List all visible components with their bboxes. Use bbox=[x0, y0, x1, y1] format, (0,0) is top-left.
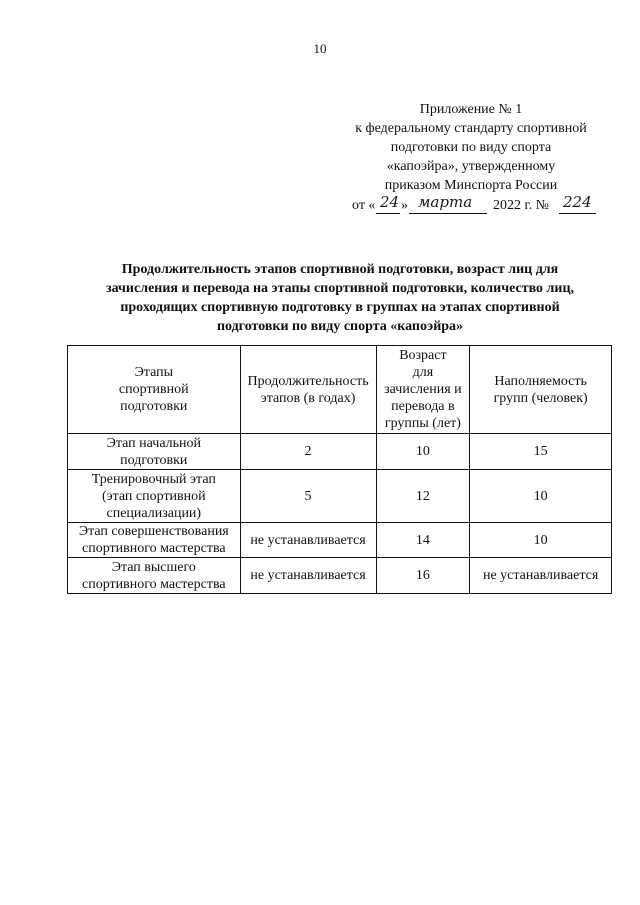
cell-text: спортивного мастерства bbox=[81, 576, 226, 592]
cell-group-size: 10 bbox=[470, 523, 612, 558]
table-header-row bbox=[68, 346, 612, 434]
appendix-line: «капоэйра», утвержденному bbox=[386, 159, 556, 174]
title-line: зачисления и перевода на этапы спортивной подготовки, количество лиц, bbox=[105, 281, 575, 296]
cell-age: 16 bbox=[376, 558, 470, 594]
header-age bbox=[376, 346, 470, 434]
header-text: зачисления и bbox=[384, 382, 462, 397]
title-line: подготовки по виду спорта «капоэйра» bbox=[216, 319, 464, 334]
header-text: Продолжительность bbox=[247, 373, 369, 389]
header-text: Этапы bbox=[134, 365, 174, 380]
appendix-title: Приложение № 1 bbox=[419, 102, 523, 117]
cell-text: Тренировочный этап bbox=[91, 471, 216, 487]
appendix-block bbox=[330, 100, 612, 218]
title-line: проходящих спортивную подготовку в группах на этапах спортивной bbox=[120, 300, 560, 315]
header-group-size bbox=[470, 346, 612, 434]
cell-stage bbox=[68, 558, 241, 594]
date-prefix: от « bbox=[352, 198, 376, 213]
table-row bbox=[68, 434, 612, 470]
cell-group-size: 10 bbox=[470, 470, 612, 523]
day-underline bbox=[376, 213, 400, 214]
cell-text: Этап совершенствования bbox=[78, 524, 229, 539]
cell-duration: 5 bbox=[240, 470, 376, 523]
header-text: спортивной bbox=[118, 382, 189, 397]
header-text: группы (лет) bbox=[384, 416, 461, 431]
cell-text: Этап высшего bbox=[111, 559, 196, 575]
header-text: подготовки bbox=[120, 399, 188, 414]
cell-text: специализации) bbox=[106, 505, 202, 521]
cell-text: спортивного мастерства bbox=[81, 541, 226, 556]
cell-group-size: 15 bbox=[470, 434, 612, 470]
cell-duration: 2 bbox=[240, 434, 376, 470]
order-month-handwritten: марта bbox=[418, 193, 473, 211]
cell-age: 12 bbox=[376, 470, 470, 523]
cell-duration: не устанавливается bbox=[240, 523, 376, 558]
stages-table bbox=[67, 345, 612, 594]
header-text: Наполняемость bbox=[494, 373, 587, 389]
cell-stage bbox=[68, 523, 241, 558]
header-text: групп (человек) bbox=[493, 390, 588, 406]
number-underline bbox=[559, 213, 596, 214]
table-row bbox=[68, 523, 612, 558]
month-underline bbox=[409, 213, 487, 214]
cell-text: подготовки bbox=[120, 452, 188, 468]
cell-age: 14 bbox=[376, 523, 470, 558]
cell-text: (этап спортивной bbox=[101, 488, 206, 504]
cell-stage bbox=[68, 470, 241, 523]
table-row bbox=[68, 470, 612, 523]
order-number-handwritten: 224 bbox=[563, 193, 592, 211]
cell-text: Этап начальной bbox=[106, 435, 202, 451]
document-title bbox=[70, 260, 610, 336]
cell-group-size: не устанавливается bbox=[470, 558, 612, 594]
title-line: Продолжительность этапов спортивной подготовки, возраст лиц для bbox=[121, 262, 559, 277]
order-year: 2022 г. № bbox=[493, 198, 550, 213]
header-text: для bbox=[412, 365, 434, 380]
table-row bbox=[68, 558, 612, 594]
header-stages bbox=[68, 346, 241, 434]
date-mid: » bbox=[401, 198, 408, 213]
cell-age: 10 bbox=[376, 434, 470, 470]
cell-duration: не устанавливается bbox=[240, 558, 376, 594]
appendix-line: к федеральному стандарту спортивной bbox=[355, 121, 587, 136]
header-duration bbox=[240, 346, 376, 434]
appendix-line: приказом Минспорта России bbox=[384, 178, 558, 193]
order-date-line bbox=[330, 193, 612, 218]
header-text: перевода в bbox=[391, 399, 455, 414]
header-text: этапов (в годах) bbox=[260, 390, 356, 406]
page-number: 10 bbox=[313, 41, 327, 56]
cell-stage bbox=[68, 434, 241, 470]
header-text: Возраст bbox=[399, 348, 447, 363]
order-day-handwritten: 24 bbox=[380, 193, 400, 211]
appendix-line: подготовки по виду спорта bbox=[390, 140, 552, 155]
